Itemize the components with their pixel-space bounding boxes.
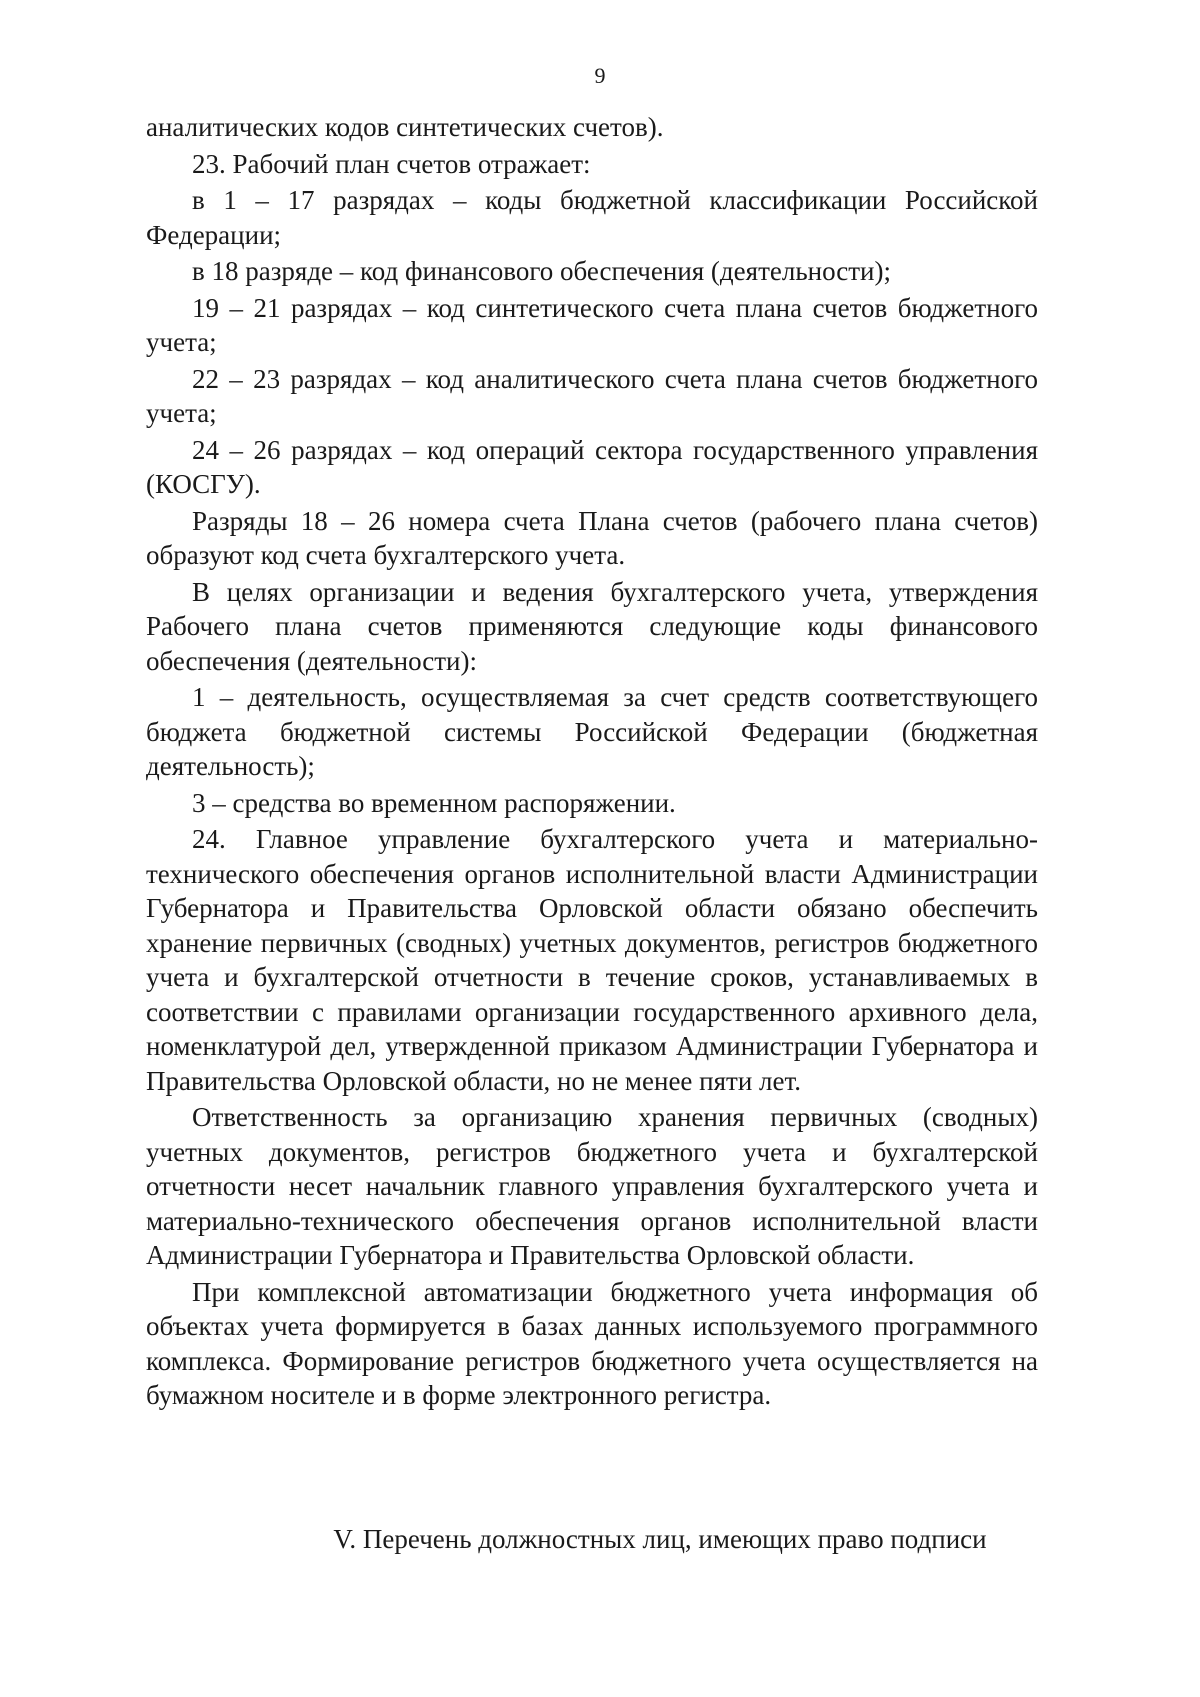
paragraph: Ответственность за организацию хранения первичных (сводных) учетных документов, регистров бюджетного учета и бухгалтерской отчетности несет начальник главного управления бухгалтерского учета и материально-технического обеспечения органов исполнительной власти Администрации Губернатора и Правительства Орловской области. xyxy=(146,1102,1038,1270)
section-heading: V. Перечень должностных лиц, имеющих право подписи xyxy=(333,1524,987,1554)
paragraph: 23. Рабочий план счетов отражает: xyxy=(192,148,591,179)
paragraph: в 1 – 17 разрядах – коды бюджетной классификации Российской Федерации; xyxy=(146,185,1038,250)
paragraph: 1 – деятельность, осуществляемая за счет средств соответствующего бюджета бюджетной системы Российской Федерации (бюджетная деятельность); xyxy=(146,682,1038,781)
paragraph: Разряды 18 – 26 номера счета Плана счетов (рабочего плана счетов) образуют код счета бухгалтерского учета. xyxy=(146,505,1038,570)
paragraph: В целях организации и ведения бухгалтерского учета, утверждения Рабочего плана счетов применяются следующие коды финансового обеспечения (деятельности): xyxy=(146,576,1038,676)
page-number: 9 xyxy=(594,63,606,88)
paragraph: 24 – 26 разрядах – код операций сектора государственного управления (КОСГУ). xyxy=(146,434,1038,499)
paragraph: 22 – 23 разрядах – код аналитического счета плана счетов бюджетного учета; xyxy=(146,363,1038,428)
paragraph: 24. Главное управление бухгалтерского учета и материально-технического обеспечения органов исполнительной власти Администрации Губернатора и Правительства Орловской области обязано обеспечить хранение первичных (сводных) учетных документов, регистров бюджетного учета и бухгалтерской отчетности в течение сроков, устанавливаемых в соответствии с правилами организации государственного архивного дела, номенклатурой дел, утвержденной приказом Администрации Губернатора и Правительства Орловской области, но не менее пяти лет. xyxy=(146,824,1038,1096)
paragraph: При комплексной автоматизации бюджетного учета информация об объектах учета формируется в базах данных используемого программного комплекса. Формирование регистров бюджетного учета осуществляется на бумажном носителе и в форме электронного регистра. xyxy=(146,1276,1038,1410)
document-body xyxy=(146,110,1038,1415)
paragraph: 19 – 21 разрядах – код синтетического счета плана счетов бюджетного учета; xyxy=(146,292,1038,357)
paragraph: в 18 разряде – код финансового обеспечения (деятельности); xyxy=(192,256,891,286)
paragraph: 3 – средства во временном распоряжении. xyxy=(192,787,676,818)
paragraph: аналитических кодов синтетических счетов). xyxy=(146,112,664,142)
